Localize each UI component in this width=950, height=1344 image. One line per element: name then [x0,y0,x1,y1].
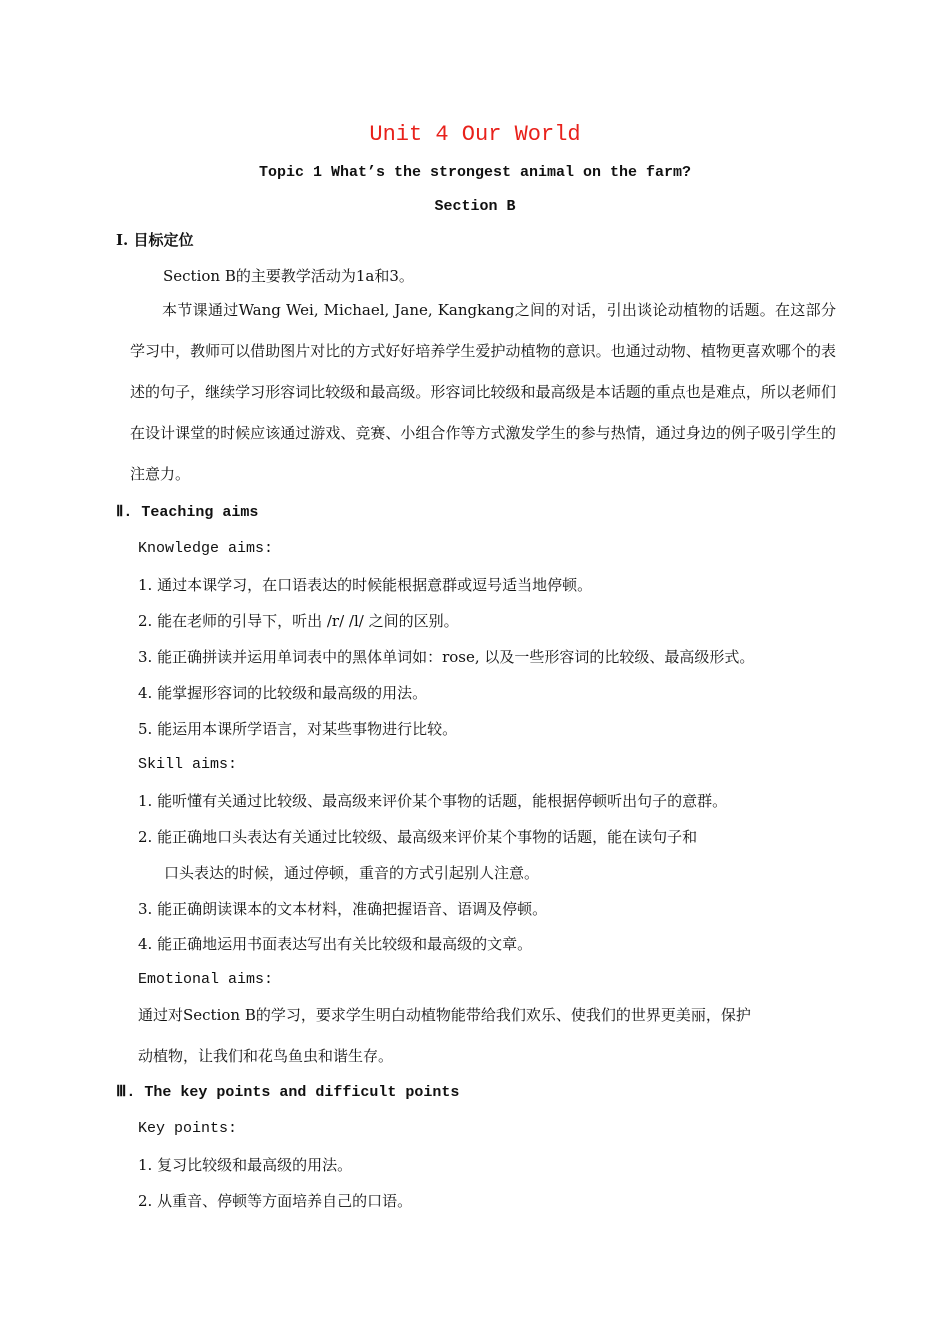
skill-aim-item: 3. 能正确朗读课本的文本材料，准确把握语音、语调及停顿。 [138,900,548,918]
key-point-item: 1. 复习比较级和最高级的用法。 [138,1156,353,1174]
section-label: Section B [434,198,516,215]
knowledge-aim-item: 4. 能掌握形容词的比较级和最高级的用法。 [138,684,428,702]
skill-aim-item-continued: 口头表达的时候，通过停顿，重音的方式引起别人注意。 [164,864,540,882]
knowledge-aim-item: 3. 能正确拼读并运用单词表中的黑体单词如：rose, 以及一些形容词的比较级、最高级形式。 [138,648,755,666]
unit-title: Unit 4 Our World [369,122,581,147]
skill-aim-item: 1. 能听懂有关通过比较级、最高级来评价某个事物的话题，能根据停顿听出句子的意群。 [138,792,728,810]
heading-target-positioning: Ⅰ. 目标定位 [116,231,194,249]
emotional-aims-label: Emotional aims: [138,971,274,988]
topic-subtitle: Topic 1 What’s the strongest animal on the farm? [258,164,692,181]
heading-key-points: Ⅲ. The key points and difficult points [116,1084,460,1101]
knowledge-aims-label: Knowledge aims: [138,540,274,557]
heading-teaching-aims: Ⅱ. Teaching aims [116,504,259,521]
skill-aim-item: 2. 能正确地口头表达有关通过比较级、最高级来评价某个事物的话题，能在读句子和 [138,828,698,846]
skill-aims-label: Skill aims: [138,756,238,773]
s1-intro-line: Section B的主要教学活动为1a和3。 [163,267,414,285]
emotional-aims-text: 通过对Section B的学习，要求学生明白动植物能带给我们欢乐、使我们的世界更美丽，保护 [138,1006,751,1024]
s1-paragraph: 本节课通过Wang Wei, Michael, Jane, Kangkang之间的对话，引出谈论动植物的话题。在这部分学习中，教师可以借助图片对比的方式好好培养学生爱护动植物的意识。也通过动物、植物更喜欢哪个的表述的句子，继续学习形容词比较级和最高级。形容词比较级和最高级是本话题的重点也是难点，所以老师们在设计课堂的时候应该通过游戏、竞赛、小组合作等方式激发学生的参与热情，通过身边的例子吸引学生的注意力。 [130,301,836,483]
skill-aim-item: 4. 能正确地运用书面表达写出有关比较级和最高级的文章。 [138,935,533,953]
knowledge-aim-item: 2. 能在老师的引导下，听出 /r/ /l/ 之间的区别。 [138,612,459,630]
key-points-label: Key points: [138,1120,238,1137]
emotional-aims-text-continued: 动植物，让我们和花鸟鱼虫和谐生存。 [138,1047,394,1065]
key-point-item: 2. 从重音、停顿等方面培养自己的口语。 [138,1192,413,1210]
knowledge-aim-item: 5. 能运用本课所学语言，对某些事物进行比较。 [138,720,458,738]
knowledge-aim-item: 1. 通过本课学习，在口语表达的时候能根据意群或逗号适当地停顿。 [138,576,593,594]
